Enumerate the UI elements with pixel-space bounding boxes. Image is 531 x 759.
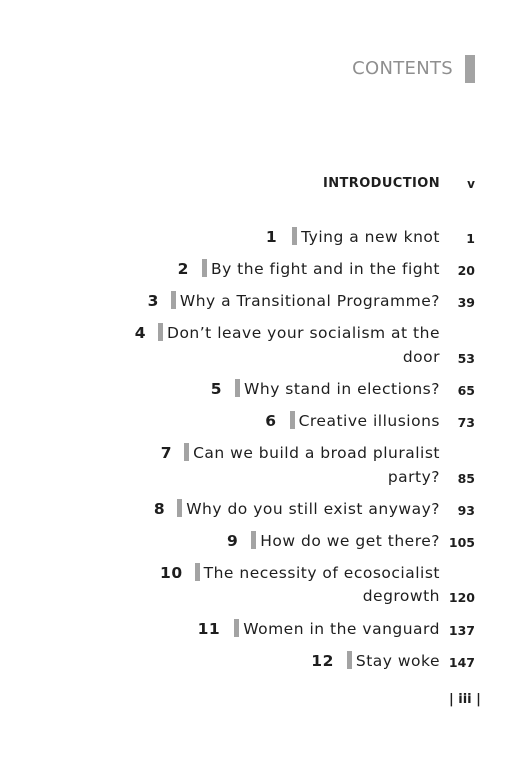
chapter-page: 53 [457,351,475,366]
chapter-page: 85 [457,471,475,486]
chapter-number: 3 [147,292,159,310]
chapter-number: 7 [160,444,173,462]
chapter-marker-bar [202,259,207,277]
chapter-title: Why stand in elections? [244,380,440,398]
chapter-page: 105 [448,535,475,550]
chapter-title: By the fight and in the fight [210,260,440,278]
chapter-number: 8 [153,500,166,518]
chapter-page: 93 [457,503,475,518]
chapter-marker-bar [184,443,189,461]
chapter-title: Tying a new knot [301,228,440,246]
title-accent-bar [465,55,475,83]
chapter-marker-bar [234,619,239,637]
chapter-marker-bar [292,227,297,245]
introduction-label[interactable]: INTRODUCTION [323,176,440,191]
chapter-marker-bar [251,531,256,549]
introduction-page: v [467,177,475,191]
chapter-title: How do we get there? [260,532,440,550]
chapter-marker-bar [347,651,352,669]
chapter-page: 147 [448,655,475,670]
page-folio: | iii | [449,692,481,707]
chapter-page: 20 [457,263,475,278]
chapter-page: 39 [457,295,475,310]
chapter-marker-bar [235,379,240,397]
chapter-page: 137 [448,623,475,638]
chapter-number: 9 [226,532,239,550]
chapter-marker-bar [158,323,163,341]
chapter-title-line1: Can we build a broad pluralist [193,444,440,462]
chapter-number: 10 [160,564,183,582]
chapter-title: Women in the vanguard [243,620,440,638]
chapter-number: 5 [210,380,223,398]
chapter-title-line2: door [402,348,440,366]
chapter-marker-bar [195,563,200,581]
chapter-number: 4 [134,324,147,342]
chapter-title-line1: The necessity of ecosocialist [203,564,440,582]
chapter-page: 65 [457,383,475,398]
chapter-title: Why a Transitional Programme? [179,292,440,310]
chapter-title: Why do you still exist anyway? [186,500,440,518]
chapter-page: 120 [448,590,475,605]
chapter-number: 11 [197,620,221,638]
chapter-marker-bar [177,499,182,517]
chapter-number: 1 [265,228,278,246]
contents-title: CONTENTS [352,58,453,79]
chapter-page: 73 [457,415,475,430]
chapter-title-line1: Don’t leave your socialism at the [167,324,440,342]
chapter-marker-bar [290,411,295,429]
chapter-number: 6 [265,412,277,430]
chapter-title: Creative illusions [298,412,440,430]
chapter-page: 1 [466,231,475,246]
chapter-title-line2: degrowth [362,587,440,605]
chapter-marker-bar [171,291,176,309]
chapter-title-line2: party? [387,468,440,486]
chapter-title: Stay woke [355,652,440,670]
chapter-number: 2 [177,260,189,278]
chapter-number: 12 [311,652,334,670]
